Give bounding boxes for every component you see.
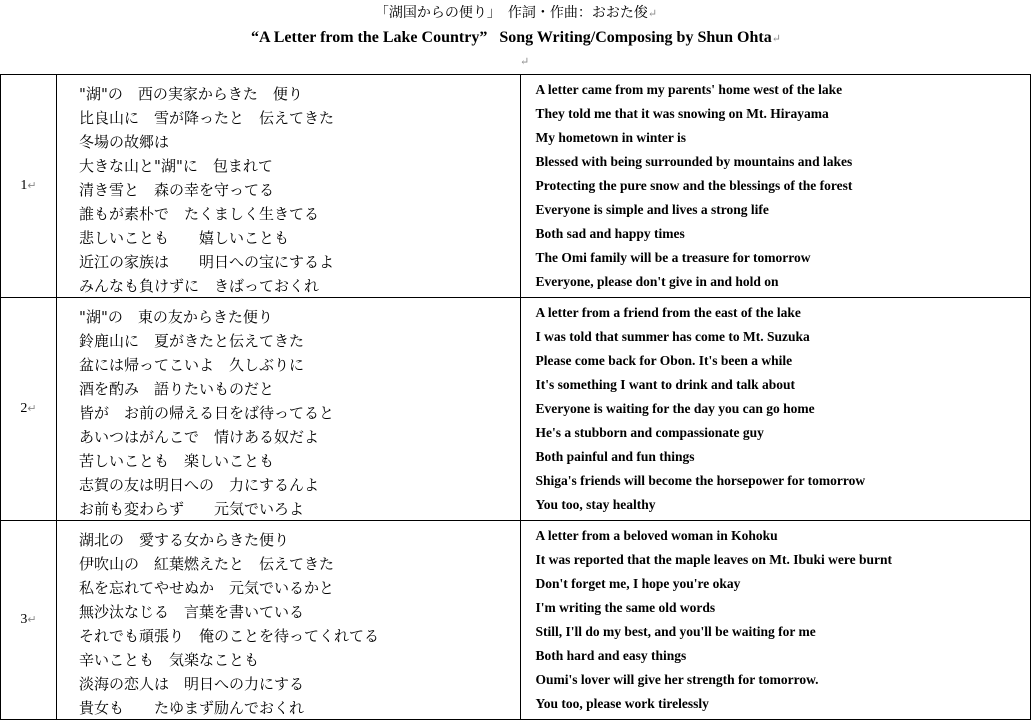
japanese-line: あいつはがんこで 情けある奴だよ [79,428,320,446]
verse-row [1,298,1031,521]
japanese-line: 比良山に 雪が降ったと 伝えてきた [79,109,335,127]
japanese-line: 辛いことも 気楽なことも [79,651,260,669]
verse-number-cell [1,298,57,521]
english-line: Protecting the pure snow and the blessings of the forest [535,178,853,193]
english-lyrics [521,521,1030,717]
english-line: They told me that it was snowing on Mt. Hirayama [535,106,829,121]
verse-number-cell [1,75,57,298]
japanese-line: お前も変わらず 元気でいろよ [79,500,305,518]
english-line: He's a stubborn and compassionate guy [535,425,764,440]
english-lyrics-cell [521,75,1031,298]
english-line: A letter came from my parents' home west of the lake [535,82,843,97]
japanese-line: みんなも負けずに きばっておくれ [79,277,320,295]
japanese-line: 冬場の故郷は [79,133,170,151]
paragraph-mark-icon: ↵ [647,7,658,20]
japanese-lyrics [57,75,520,297]
english-lyrics [521,298,1030,518]
paragraph-mark-icon: ↵ [520,55,530,68]
english-line: It's something I want to drink and talk about [535,377,796,392]
english-line: Don't forget me, I hope you're okay [535,576,741,591]
japanese-line: 湖北の 愛する女からきた便り [79,531,290,549]
verse-number: 1 [20,178,28,193]
english-lyrics [521,75,1030,295]
english-line: Everyone is waiting for the day you can go home [535,401,815,416]
verse-row [1,75,1031,298]
japanese-lyrics [57,521,520,719]
japanese-lyrics-cell [57,298,521,521]
title-japanese-text: 「湖国からの便り」 作詞・作曲：おおた俊 [374,5,648,21]
english-line: Both hard and easy things [535,648,687,663]
japanese-line: 皆が お前の帰える日をば待ってると [79,404,335,422]
english-line: It was reported that the maple leaves on Mt. Ibuki were burnt [535,552,892,567]
title-japanese [0,2,1032,25]
japanese-line: 鈴鹿山に 夏がきたと伝えてきた [79,332,305,350]
english-line: A letter from a beloved woman in Kohoku [535,528,778,543]
verse-number: 3 [20,612,28,627]
japanese-line: 盆には帰ってこいよ 久しぶりに [79,356,305,374]
japanese-line: 志賀の友は明日への 力にするんよ [79,476,320,494]
japanese-lyrics-cell [57,521,521,720]
japanese-line: 酒を酌み 語りたいものだと [79,380,275,398]
japanese-line: 誰もが素朴で たくましく生きてる [79,205,320,223]
paragraph-mark-icon: ↵ [27,403,37,415]
english-line: I'm writing the same old words [535,600,716,615]
japanese-line: 近江の家族は 明日への宝にするよ [79,253,335,271]
japanese-line: 悲しいことも 嬉しいことも [79,229,290,247]
paragraph-mark-icon: ↵ [27,180,37,192]
title-english-text: “A Letter from the Lake Country” Song Writing/Composing by Shun Ohta [251,29,772,46]
english-lyrics-cell [521,521,1031,720]
english-line: Both painful and fun things [535,449,695,464]
japanese-line: 大きな山と"湖"に 包まれて [79,157,273,175]
english-line: Please come back for Obon. It's been a while [535,353,793,368]
verse-row [1,521,1031,720]
english-line: Blessed with being surrounded by mountains and lakes [535,154,853,169]
english-line: The Omi family will be a treasure for tomorrow [535,250,811,265]
lyrics-table [0,74,1031,720]
japanese-line: "湖"の 東の友からきた便り [79,308,273,326]
japanese-lyrics [57,298,520,520]
english-line: My hometown in winter is [535,130,686,145]
english-line: Everyone is simple and lives a strong life [535,202,769,217]
verse-number-cell [1,521,57,720]
english-line: Everyone, please don't give in and hold on [535,274,779,289]
paragraph-mark-icon: ↵ [771,33,781,45]
japanese-line: "湖"の 西の実家からきた 便り [79,85,303,103]
japanese-line: 貴女も たゆまず励んでおくれ [79,699,305,717]
english-line: Oumi's lover will give her strength for tomorrow. [535,672,819,687]
japanese-lyrics-cell [57,75,521,298]
japanese-line: 苦しいことも 楽しいことも [79,452,275,470]
japanese-line: 淡海の恋人は 明日への力にする [79,675,305,693]
english-line: Shiga's friends will become the horsepower for tomorrow [535,473,866,488]
verse-number: 2 [20,401,28,416]
english-line: I was told that summer has come to Mt. Suzuka [535,329,810,344]
title-english [0,27,1032,50]
japanese-line: 私を忘れてやせぬか 元気でいるかと [79,579,335,597]
english-lyrics-cell [521,298,1031,521]
english-line: You too, please work tirelessly [535,696,709,711]
paragraph-mark-icon: ↵ [27,614,37,626]
japanese-line: それでも頑張り 俺のことを待ってくれてる [79,627,380,645]
english-line: A letter from a friend from the east of the lake [535,305,801,320]
japanese-line: 無沙汰なじる 言葉を書いている [79,603,305,621]
english-line: Both sad and happy times [535,226,685,241]
english-line: Still, I'll do my best, and you'll be waiting for me [535,624,816,639]
japanese-line: 伊吹山の 紅葉燃えたと 伝えてきた [79,555,335,573]
english-line: You too, stay healthy [535,497,656,512]
japanese-line: 清き雪と 森の幸を守ってる [79,181,275,199]
